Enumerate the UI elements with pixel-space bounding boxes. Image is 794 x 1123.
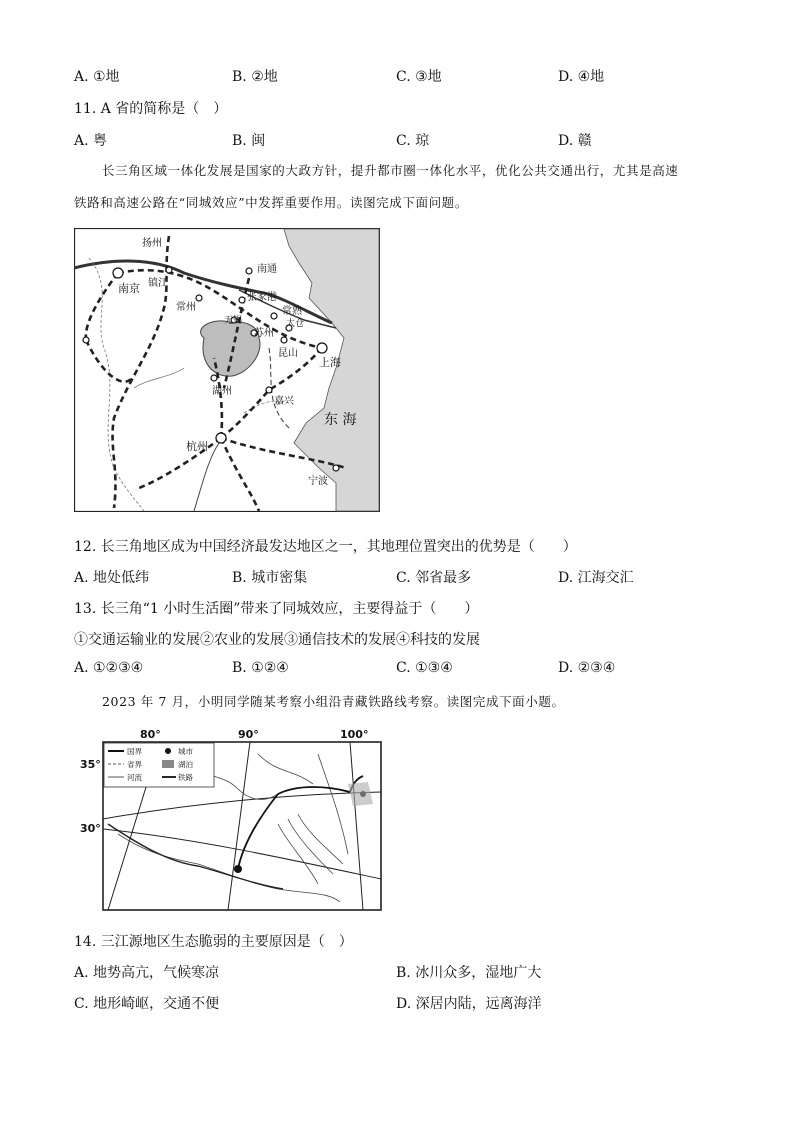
q13-choices: ①交通运输业的发展②农业的发展③通信技术的发展④科技的发展: [74, 632, 480, 648]
q10-option-a[interactable]: A. ①地: [74, 69, 120, 85]
q14-option-b[interactable]: B. 冰川众多，湿地广大: [396, 965, 542, 981]
passage1-line2: 铁路和高速公路在“同城效应”中发挥重要作用。读图完成下面问题。: [74, 195, 468, 210]
q11-option-d[interactable]: D. 赣: [558, 133, 592, 149]
label-changshu: 常熟: [282, 306, 302, 317]
legend-border: 国界: [127, 747, 142, 756]
label-shanghai: 上海: [319, 356, 341, 369]
label-ningbo: 宁波: [308, 476, 328, 487]
lat-35: 35°: [80, 758, 101, 771]
qinghai-tibet-map: [78, 724, 388, 914]
q13-option-b[interactable]: B. ①②④: [232, 660, 289, 676]
q14-option-c[interactable]: C. 地形崎岖，交通不便: [74, 996, 220, 1012]
q14-option-a[interactable]: A. 地势高亢，气候寒凉: [74, 965, 220, 981]
yangtze-delta-map: [74, 228, 380, 512]
q12-option-d[interactable]: D. 江海交汇: [558, 570, 634, 586]
q14-option-d[interactable]: D. 深居内陆，远离海洋: [396, 996, 542, 1012]
q10-option-d[interactable]: D. ④地: [558, 69, 605, 85]
q11-option-b[interactable]: B. 闽: [232, 133, 266, 149]
legend-railway: 铁路: [178, 773, 193, 782]
label-wuxi: 无锡: [224, 316, 243, 326]
q12-stem: 12. 长三角地区成为中国经济最发达地区之一，其地理位置突出的优势是（ ）: [74, 539, 577, 555]
label-suzhou: 苏州: [254, 328, 274, 339]
passage1-line1: 长三角区域一体化发展是国家的大政方针，提升都市圈一体化水平，优化公共交通出行，尤其是高速: [102, 163, 679, 178]
q13-option-d[interactable]: D. ②③④: [558, 660, 616, 676]
q10-option-c[interactable]: C. ③地: [396, 69, 442, 85]
lon-100: 100°: [340, 728, 369, 741]
label-zhangjiagang: 张家港: [247, 292, 277, 303]
label-zhenjiang: 镇江: [148, 278, 168, 289]
q13-option-c[interactable]: C. ①③④: [396, 660, 453, 676]
lon-90: 90°: [238, 728, 259, 741]
label-huzhou: 湖州: [212, 386, 232, 397]
label-kunshan: 昆山: [278, 348, 298, 359]
q12-option-a[interactable]: A. 地处低纬: [74, 570, 150, 586]
legend-river: 河流: [127, 773, 142, 782]
label-donghai: 东 海: [324, 412, 357, 428]
label-yangzhou: 扬州: [142, 238, 162, 249]
legend-province: 省界: [127, 760, 142, 769]
label-taicang: 太仓: [286, 319, 305, 329]
q13-stem: 13. 长三角“1 小时生活圈”带来了同城效应，主要得益于（ ）: [74, 601, 479, 617]
q13-option-a[interactable]: A. ①②③④: [74, 660, 144, 676]
label-nantong: 南通: [257, 264, 277, 275]
label-changzhou: 常州: [176, 302, 196, 313]
lat-30: 30°: [80, 822, 101, 835]
legend-lake: 湖泊: [178, 760, 193, 769]
map2-legend: [104, 743, 214, 787]
q12-option-b[interactable]: B. 城市密集: [232, 570, 308, 586]
lon-80: 80°: [140, 728, 161, 741]
label-jiaxing: 嘉兴: [274, 396, 294, 407]
q11-option-c[interactable]: C. 琼: [396, 133, 430, 149]
q14-stem: 14. 三江源地区生态脆弱的主要原因是（ ）: [74, 934, 353, 950]
passage2: 2023 年 7 月，小明同学随某考察小组沿青藏铁路线考察。读图完成下面小题。: [102, 694, 565, 709]
label-hangzhou: 杭州: [186, 440, 208, 453]
q12-option-c[interactable]: C. 邻省最多: [396, 570, 472, 586]
q11-option-a[interactable]: A. 粤: [74, 133, 108, 149]
q10-option-b[interactable]: B. ②地: [232, 69, 278, 85]
q11-stem: 11. A 省的简称是（ ）: [74, 101, 228, 117]
legend-city: 城市: [178, 747, 193, 756]
label-nanjing: 南京: [118, 282, 140, 295]
